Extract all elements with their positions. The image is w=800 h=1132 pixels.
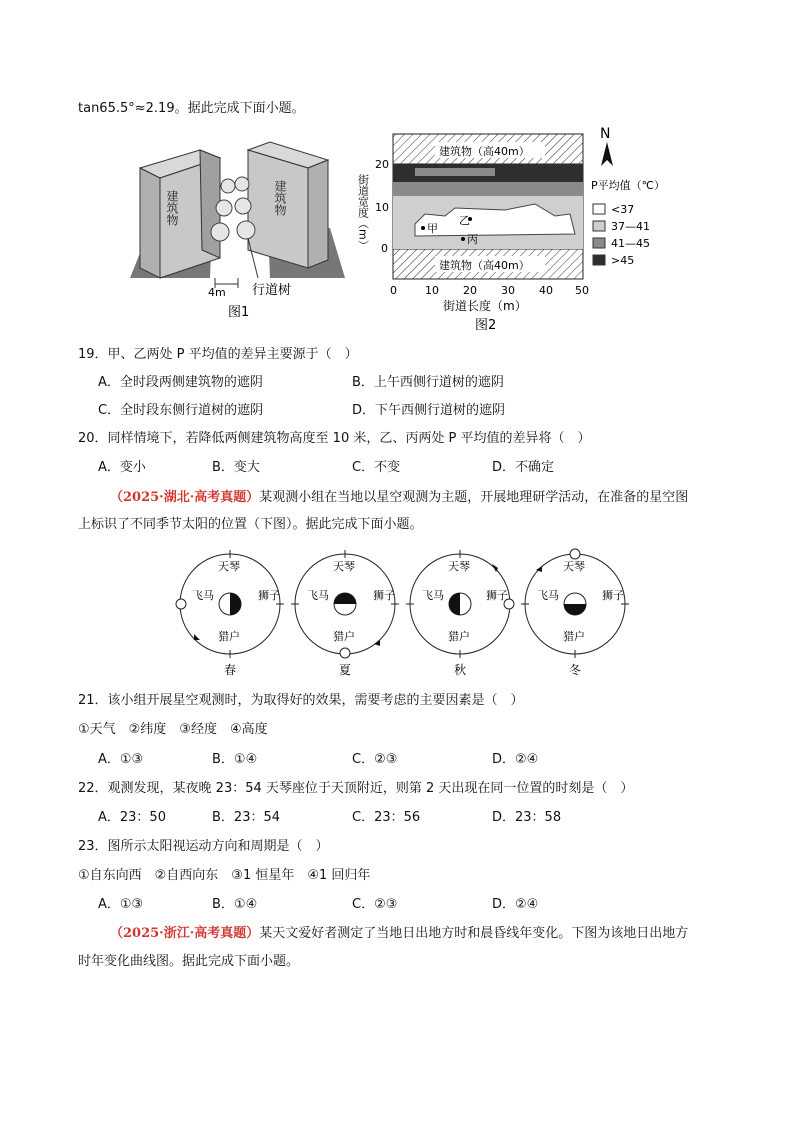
season-label: 秋: [454, 663, 467, 677]
zhejiang-passage-line1: （2025·浙江·高考真题）某天文爱好者测定了当地日出地方时和晨昏线年变化。下图为该地日出地方: [110, 926, 689, 941]
q22-option-c[interactable]: C．23：56: [352, 810, 421, 825]
fig2-xtick: 0: [390, 284, 397, 297]
fig2-bottom-building: 建筑物（高40m）: [439, 259, 530, 272]
fig2-ytick: 20: [375, 158, 389, 171]
fig2-point-yi: 乙: [459, 214, 470, 227]
fig1-width-label: 4m: [208, 286, 226, 299]
star-label-bottom: 猎户: [563, 630, 585, 643]
star-label-bottom: 猎户: [218, 630, 240, 643]
fig2-xlabel: 街道长度（m）: [443, 299, 527, 313]
legend-title: P平均值（℃）: [591, 179, 665, 192]
fig2-point-bing: 丙: [467, 233, 478, 246]
q21-option-d[interactable]: D．②④: [492, 752, 539, 767]
star-label-bottom: 猎户: [333, 630, 355, 643]
q20-option-a[interactable]: A．变小: [98, 460, 146, 475]
fig1-tree-label: 行道树: [252, 283, 292, 298]
q23-option-d[interactable]: D．②④: [492, 897, 539, 912]
legend-label: <37: [611, 203, 635, 216]
q21-items: ①天气 ②纬度 ③经度 ④高度: [78, 722, 268, 737]
fig2-ytick: 0: [381, 242, 388, 255]
fig2-xtick: 20: [463, 284, 477, 297]
fig2-ylabel: 街道宽度（m）: [356, 174, 370, 251]
star-label-left: 飞马: [537, 589, 559, 602]
q21-option-b[interactable]: B．①④: [212, 752, 258, 767]
hubei-passage-line1: （2025·湖北·高考真题）某观测小组在当地以星空观测为主题，开展地理研学活动，在准备的星空图: [110, 490, 689, 505]
q20-option-d[interactable]: D．不确定: [492, 460, 555, 475]
zhejiang-source: （2025·浙江·高考真题）: [110, 926, 260, 941]
star-label-top: 天琴: [448, 560, 470, 573]
q23-items: ①自东向西 ②自西向东 ③1 恒星年 ④1 回归年: [78, 868, 371, 883]
q22-option-d[interactable]: D．23：58: [492, 810, 562, 825]
starmap-autumn: [406, 550, 514, 677]
star-label-right: 狮子: [602, 589, 624, 602]
fig1-building-left-label: 建筑物: [165, 190, 179, 226]
star-label-right: 狮子: [258, 589, 280, 602]
q20-option-c[interactable]: C．不变: [352, 460, 401, 475]
q19-stem: 19．甲、乙两处 P 平均值的差异主要源于（ ）: [78, 347, 358, 362]
q23-option-a[interactable]: A．①③: [98, 897, 144, 912]
legend-label: 37—41: [611, 220, 650, 233]
q22-stem: 22．观测发现，某夜晚 23：54 天琴座位于天顶附近，则第 2 天出现在同一位置的时刻是（ ）: [78, 781, 634, 796]
starmap-summer: [291, 550, 399, 677]
star-label-top: 天琴: [333, 560, 355, 573]
q23-option-c[interactable]: C．②③: [352, 897, 398, 912]
fig1-building-right-label: 建筑物: [273, 180, 287, 216]
season-label: 冬: [569, 663, 582, 677]
q19-option-b[interactable]: B．上午西侧行道树的遮阴: [352, 375, 504, 390]
fig2-xtick: 50: [575, 284, 589, 297]
q20-option-b[interactable]: B．变大: [212, 460, 260, 475]
north-arrow-icon: [601, 142, 613, 166]
star-label-top: 天琴: [218, 560, 240, 573]
season-label: 夏: [339, 663, 352, 677]
legend-label: 41—45: [611, 237, 650, 250]
fig2-xtick: 10: [425, 284, 439, 297]
q19-option-c[interactable]: C．全时段东侧行道树的遮阴: [98, 403, 264, 418]
starmap-winter: [521, 549, 629, 677]
hubei-passage-line2: 上标识了不同季节太阳的位置（下图）。据此完成下面小题。: [78, 517, 423, 532]
starmaps-figure: [170, 544, 630, 684]
q19-option-d[interactable]: D．下午西侧行道树的遮阴: [352, 403, 506, 418]
star-label-left: 飞马: [192, 589, 214, 602]
fig2-xtick: 40: [539, 284, 553, 297]
star-label-top: 天琴: [563, 560, 585, 573]
q23-option-b[interactable]: B．①④: [212, 897, 258, 912]
star-label-bottom: 猎户: [448, 630, 470, 643]
q21-option-c[interactable]: C．②③: [352, 752, 398, 767]
legend-label: >45: [611, 254, 635, 267]
north-label: N: [600, 126, 611, 142]
q20-stem: 20．同样情境下，若降低两侧建筑物高度至 10 米，乙、丙两处 P 平均值的差异将（ ）: [78, 431, 591, 446]
fig2-top-building: 建筑物（高40m）: [439, 145, 530, 158]
fig2-xtick: 30: [501, 284, 515, 297]
star-label-right: 狮子: [373, 589, 395, 602]
q21-stem: 21．该小组开展星空观测时，为取得好的效果，需要考虑的主要因素是（ ）: [78, 693, 524, 708]
q23-stem: 23．图所示太阳视运动方向和周期是（ ）: [78, 839, 329, 854]
starmap-spring: [176, 550, 284, 677]
q19-option-a[interactable]: A．全时段两侧建筑物的遮阴: [98, 375, 263, 390]
season-label: 春: [224, 663, 237, 677]
figure-2: [355, 124, 665, 334]
fig2-point-jia: 甲: [427, 222, 438, 235]
hubei-source: （2025·湖北·高考真题）: [110, 490, 260, 505]
fig1-caption: 图1: [228, 305, 250, 320]
star-label-right: 狮子: [486, 589, 508, 602]
q22-option-b[interactable]: B．23：54: [212, 810, 281, 825]
q22-option-a[interactable]: A．23：50: [98, 810, 166, 825]
figure-1: [130, 128, 350, 328]
zhejiang-passage-line2: 时年变化曲线图。据此完成下面小题。: [78, 954, 300, 969]
intro-text: tan65.5°≈2.19。据此完成下面小题。: [78, 101, 305, 116]
q21-option-a[interactable]: A．①③: [98, 752, 144, 767]
star-label-left: 飞马: [307, 589, 329, 602]
fig2-caption: 图2: [475, 318, 497, 333]
fig2-ytick: 10: [375, 201, 389, 214]
star-label-left: 飞马: [422, 589, 444, 602]
